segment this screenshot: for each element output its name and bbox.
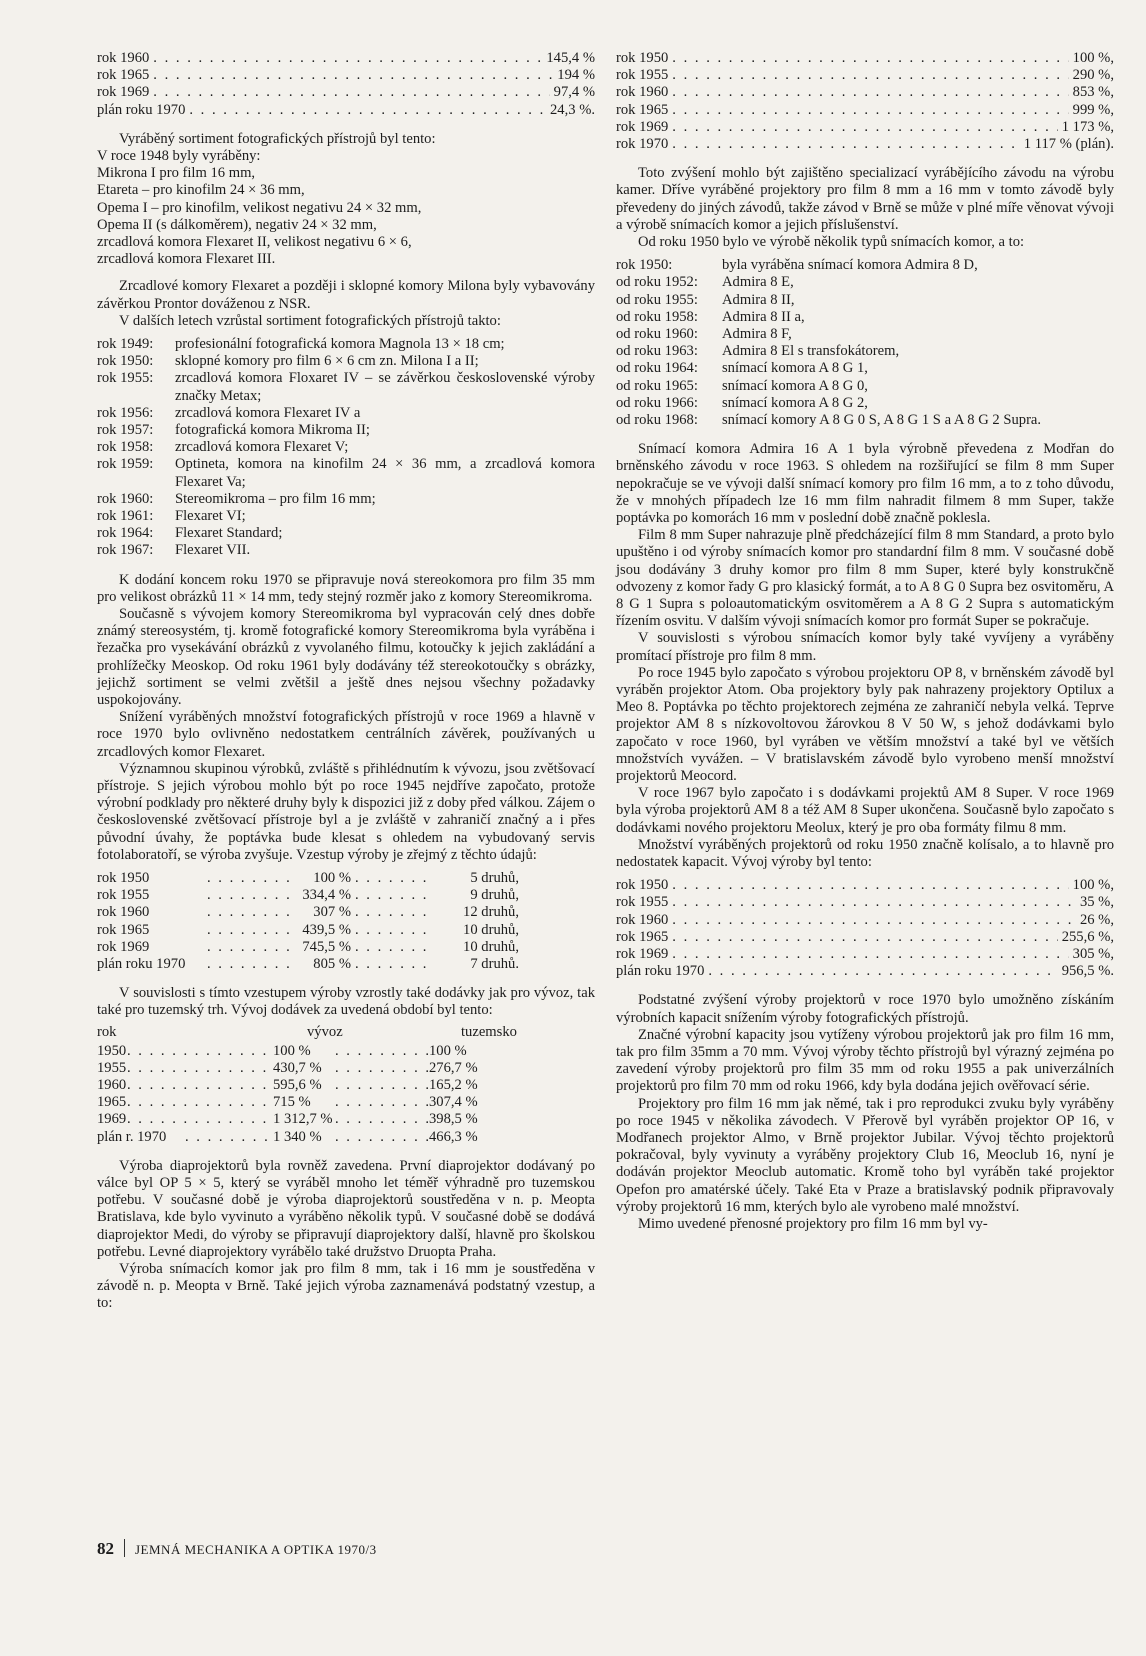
item-text: byla vyráběna snímací komora Admira 8 D, (722, 257, 978, 274)
table-row (97, 1111, 595, 1128)
row-domestic: 398,5 % (429, 1111, 478, 1128)
row-label: rok 1965 (97, 67, 150, 84)
leader-dots (335, 1060, 429, 1077)
row-year: 1965 (97, 1094, 127, 1111)
row-value: 255,6 %, (1061, 928, 1114, 945)
paragraph: Po roce 1945 bylo započato s výrobou projektoru OP 8, v brněnském závodě byl vyráběn projektor Atom. Oba projektory byly pak nahrazeny projektory Optilux a Meo 8. Poptávka po těchto projektorech zejména ze zahraničí nebyla velká. Teprve projektor AM 8 s nízkovoltovou žárovkou 8 V 50 W, s jehož dodávkami bylo započato v roce 1960, byl vyráben ve větším množství a také byl ve větších množstvích vyvážen. – V bratislavském závodě bylo vyrobeno menší množství projektorů Meocord. (616, 664, 1114, 785)
table-row (97, 84, 595, 101)
list-item (97, 456, 595, 490)
item-year: od roku 1955: (616, 291, 698, 308)
row-types: 5 druhů, (470, 870, 519, 887)
row-value: 1 173 %, (1061, 118, 1114, 135)
leader-dots (127, 1043, 273, 1060)
paragraph: Současně s vývojem komory Stereomikroma byl vypracován celý dnes dobře známý stereosystém, tj. kromě fotografické komory Stereomikroma byla vyráběna i řezačka pro vysekávání obrázků z vyvolaného filmu, kotoučky k jejich zakládání a prohlížečky Meoskop. Od roku 1961 byly dodávány též stereokotoučky s obrázky, jejichž sortiment se velmi zvětšil a ještě dnes nejsou všechny požadavky uspokojovány. (97, 606, 595, 709)
list-line: Opema I – pro kinofilm, velikost negativu 24 × 32 mm, (97, 199, 422, 216)
leader-dots (335, 1129, 429, 1146)
paragraph: Snížení vyráběných množství fotografických přístrojů v roce 1969 a hlavně v roce 1970 bylo ovlivněno nedostatkem centrálních závěrek, používaných u zrcadlových komor Flexaret. (97, 709, 595, 760)
table-row (616, 929, 1114, 946)
leader-dots (335, 1111, 429, 1128)
leader-dots (672, 894, 1076, 911)
row-percent: 334,4 % (302, 887, 351, 904)
deliveries-table (97, 1024, 595, 1146)
leader-dots (672, 50, 1068, 67)
list-item (616, 309, 1114, 326)
row-types: 10 druhů, (463, 921, 519, 938)
row-value: 1 117 % (plán). (1023, 135, 1114, 152)
row-label: rok 1969 (616, 946, 669, 962)
row-label: rok 1955 (616, 894, 669, 911)
leader-dots (672, 946, 1068, 963)
header-domestic: tuzemsko (461, 1023, 517, 1040)
leader-dots (335, 1077, 429, 1094)
table-row (97, 102, 595, 119)
product-list-1948 (97, 148, 595, 268)
list-item (616, 395, 1114, 412)
leader-dots (355, 887, 435, 904)
row-year: 1969 (97, 1111, 127, 1128)
paragraph: Zrcadlové komory Flexaret a později i sklopné komory Milona byly vybavovány závěrkou Prontor dováženou z NSR. (97, 278, 595, 312)
row-percent: 805 % (313, 956, 351, 973)
item-year: rok 1955: (97, 370, 154, 387)
item-year: rok 1949: (97, 335, 154, 352)
row-types: 10 druhů, (463, 938, 519, 955)
list-line: zrcadlová komora Flexaret II, velikost negativu 6 × 6, (97, 233, 412, 250)
list-item (616, 274, 1114, 291)
table-row (616, 877, 1114, 894)
deliveries-table-header (97, 1024, 595, 1043)
table-row (616, 912, 1114, 929)
paragraph: Mimo uvedené přenosné projektory pro film 16 mm byl vy- (638, 1216, 988, 1233)
item-year: rok 1967: (97, 542, 154, 559)
row-value: 145,4 % (546, 50, 595, 66)
row-value: 97,4 % (553, 84, 595, 101)
row-value: 305 %, (1072, 946, 1114, 962)
list-item (97, 405, 595, 422)
item-text: Admira 8 F, (722, 325, 792, 342)
list-item (97, 422, 595, 439)
table-row (97, 887, 595, 904)
paragraph: V dalších letech vzrůstal sortiment fotografických přístrojů takto: (119, 312, 501, 329)
row-value: 24,3 %. (550, 101, 595, 118)
enlarger-production-table (97, 870, 595, 973)
table-row (97, 922, 595, 939)
list-item (616, 257, 1114, 274)
page-number: 82 (97, 1539, 114, 1558)
list-item (97, 370, 595, 404)
row-value: 194 % (557, 67, 595, 84)
row-export: 1 340 % (273, 1128, 322, 1145)
leader-dots (335, 1043, 429, 1060)
row-export: 715 % (273, 1094, 311, 1111)
row-domestic: 307,4 % (429, 1094, 478, 1111)
item-year: rok 1958: (97, 439, 154, 456)
paragraph: Podstatné zvýšení výroby projektorů v roce 1970 bylo umožněno získáním výrobních kapacit snížením výroby fotografických přístrojů. (616, 992, 1114, 1026)
list-item (616, 360, 1114, 377)
row-value: 956,5 %. (1061, 963, 1114, 980)
leader-dots (153, 84, 549, 101)
item-year: od roku 1966: (616, 394, 698, 411)
row-label: rok 1970 (616, 135, 669, 152)
item-text: profesionální fotografická komora Magnola 13 × 18 cm; (175, 335, 505, 352)
leader-dots (153, 50, 542, 67)
leader-dots (185, 1129, 273, 1146)
journal-title: JEMNÁ MECHANIKA A OPTIKA 1970/3 (135, 1542, 377, 1557)
leader-dots (335, 1094, 429, 1111)
leader-dots (207, 956, 297, 973)
row-percent: 100 % (313, 870, 351, 887)
item-year: rok 1957: (97, 422, 154, 438)
leader-dots (672, 67, 1068, 84)
leader-dots (127, 1094, 273, 1111)
item-text: Stereomikroma – pro film 16 mm; (175, 490, 376, 507)
row-domestic: 100 % (429, 1042, 467, 1059)
list-item (616, 292, 1114, 309)
row-value: 290 %, (1072, 67, 1114, 84)
table-row (97, 67, 595, 84)
table-row (97, 1043, 595, 1060)
list-line: V roce 1948 byly vyráběny: (97, 147, 261, 164)
paragraph: Od roku 1950 bylo ve výrobě několik typů snímacích komor, a to: (638, 233, 1025, 250)
row-label: rok 1969 (616, 118, 669, 135)
list-item (97, 508, 595, 525)
table-row (97, 1077, 595, 1094)
row-value: 35 %, (1079, 894, 1114, 911)
leader-dots (672, 136, 1019, 153)
item-text: snímací komora A 8 G 0, (722, 377, 868, 394)
item-year: rok 1964: (97, 525, 154, 542)
paragraph: Toto zvýšení mohlo být zajištěno specializací vyrábějícího závodu na výrobu kamer. Dříve vyráběné projektory pro film 8 mm a 16 mm v tomto závodě byly převedeny do jiných závodů, takže závod v Brně se může v plné míře věnovat vývoji a výrobě snímacích komor a jejich příslušenství. (616, 165, 1114, 233)
leader-dots (355, 870, 435, 887)
leader-dots (127, 1077, 273, 1094)
leader-dots (207, 939, 297, 956)
table-row (97, 50, 595, 67)
item-year: od roku 1958: (616, 308, 698, 325)
row-label: plán roku 1970 (97, 956, 186, 973)
leader-dots (355, 904, 435, 921)
row-label: rok 1955 (97, 887, 150, 904)
row-export: 595,6 % (273, 1076, 322, 1093)
leader-dots (672, 929, 1057, 946)
paragraph: V souvislosti s tímto vzestupem výroby vzrostly také dodávky jak pro vývoz, tak také pro tuzemský trh. Vývoj dodávek za uvedená období byl tento: (97, 985, 595, 1019)
leader-dots (127, 1060, 273, 1077)
paragraph: Film 8 mm Super nahrazuje plně předcházející film 8 mm Standard, a proto bylo upuštěno i od výroby snímacích komor pro standardní film 8 mm. V současné době jsou dodávány 3 druhy komor pro film 8 mm Super, které byly konstrukčně odvozeny z komor řady G pro klasický formát, a to A 8 G 0 Supra bez osvitoměru, A 8 G 1 Supra s poloautomatickým osvitoměrem a A 8 G 2 Supra s automatickým řízením osvitu. V dalším vývoji snímacích komor pro formát Super se pokračuje. (616, 527, 1114, 630)
row-domestic: 466,3 % (429, 1128, 478, 1145)
page-footer (97, 1536, 377, 1559)
row-value: 26 %, (1079, 911, 1114, 928)
footer-divider (124, 1539, 125, 1557)
table-row (616, 894, 1114, 911)
leader-dots (153, 67, 553, 84)
list-item (616, 326, 1114, 343)
list-item (97, 491, 595, 508)
row-export: 1 312,7 % (273, 1111, 333, 1128)
row-percent: 745,5 % (302, 938, 351, 955)
table-row (616, 67, 1114, 84)
item-text: fotografická komora Mikroma II; (175, 422, 370, 438)
row-value: 999 %, (1072, 101, 1114, 118)
table-row (616, 946, 1114, 963)
item-text: Admira 8 II, (722, 291, 795, 308)
list-line: Etareta – pro kinofilm 24 × 36 mm, (97, 182, 305, 199)
item-text: Flexaret VII. (175, 542, 251, 559)
row-types: 7 druhů. (470, 956, 519, 973)
row-percent: 439,5 % (302, 921, 351, 938)
item-year: od roku 1968: (616, 411, 698, 428)
item-year: rok 1960: (97, 490, 154, 507)
camera-production-table (616, 50, 1114, 153)
list-item (97, 525, 595, 542)
table-row (97, 1129, 595, 1146)
leader-dots (207, 922, 297, 939)
leader-dots (355, 956, 435, 973)
right-column (616, 44, 1114, 1233)
row-label: rok 1960 (97, 50, 150, 66)
header-year: rok (97, 1023, 117, 1040)
row-label: rok 1950 (97, 870, 150, 887)
item-text: Admira 8 II a, (722, 308, 805, 325)
list-line: Mikrona I pro film 16 mm, (97, 165, 256, 182)
table-row (616, 50, 1114, 67)
item-year: rok 1959: (97, 456, 154, 473)
camera-types-list (616, 257, 1114, 429)
list-item (97, 353, 595, 370)
paragraph: Výroba diaprojektorů byla rovněž zavedena. První diaprojektor dodávaný po válce byl OP 5 × 5, který se vyráběl mnoho let téměř výhradně pro tuzemskou potřebu. V současné době je výroba diaprojektorů soustředěna v n. p. Meopta Bratislava, kde bylo vyvinuto a vyráběno několik typů. V současné době se dodává diaprojektor Medi, do výroby se připravují diaprojektory další, hlavně pro školskou potřebu. Levné diaprojektory vyrábělo také družstvo Druopta Praha. (97, 1157, 595, 1260)
row-domestic: 276,7 % (429, 1059, 478, 1076)
row-year: 1950 (97, 1042, 127, 1059)
leader-dots (127, 1111, 273, 1128)
item-text: snímací komora A 8 G 2, (722, 394, 868, 411)
row-export: 100 % (273, 1042, 311, 1059)
leader-dots (207, 870, 297, 887)
paragraph: Projektory pro film 16 mm jak němé, tak i pro reprodukci zvuku byly vyráběny po roce 1945 v několika závodech. V Přerově byl vyráběn projektor OP 16, v Modřanech projektor Almo, v Brně projektor Jubilar. Vývoj těchto projektorů pokračoval, byly vyvinuty a vyráběny projektory Club 16, Meoclub 16, nyní je dodáván projektor Meoclub automatic. Kromě toho byl vyráběn také projektor Opefon pro amatérské účely. Také Eta v Praze a bratislavský podnik připravovaly výroby projektorů 16 mm, kterých bylo ale vyrobeno malé množství. (616, 1095, 1114, 1215)
header-export: vývoz (307, 1023, 343, 1040)
list-item (97, 439, 595, 456)
list-line: zrcadlová komora Flexaret III. (97, 251, 276, 268)
table-row (616, 84, 1114, 101)
row-label: rok 1960 (616, 84, 669, 101)
row-label: plán roku 1970 (97, 101, 186, 118)
table-row (97, 956, 595, 973)
leader-dots (207, 887, 297, 904)
item-text: zrcadlová komora Flexaret IV a (175, 404, 361, 421)
table-row (616, 119, 1114, 136)
table-row (97, 870, 595, 887)
leader-dots (207, 904, 297, 921)
assortment-list (97, 336, 595, 560)
item-text: Flexaret Standard; (175, 525, 283, 542)
row-label: rok 1960 (616, 911, 669, 928)
table-row (97, 1060, 595, 1077)
item-year: rok 1950: (616, 257, 673, 274)
row-label: rok 1965 (97, 921, 150, 938)
row-label: rok 1950 (616, 50, 669, 66)
item-text: sklopné komory pro film 6 × 6 cm zn. Milona I a II; (175, 353, 479, 370)
row-year: 1955 (97, 1059, 127, 1076)
paragraph: Množství vyráběných projektorů od roku 1950 značně kolísalo, a to hlavně pro nedostatek kapacit. Vývoj výroby byl tento: (616, 836, 1114, 871)
leader-dots (189, 102, 546, 119)
leader-dots (672, 119, 1057, 136)
item-text: snímací komory A 8 G 0 S, A 8 G 1 S a A 8 G 2 Supra. (722, 411, 1042, 428)
row-label: plán roku 1970 (616, 963, 705, 980)
item-year: rok 1950: (97, 353, 154, 370)
item-year: od roku 1964: (616, 360, 698, 377)
leader-dots (672, 84, 1068, 101)
list-line: Opema II (s dálkoměrem), negativ 24 × 32 mm, (97, 216, 377, 233)
table-row (97, 1094, 595, 1111)
paragraph: V souvislosti s výrobou snímacích komor byly také vyvíjeny a vyráběny promítací přístroje pro film 8 mm. (616, 630, 1114, 664)
table-row (97, 939, 595, 956)
leader-dots (672, 102, 1068, 119)
table-row (616, 102, 1114, 119)
leader-dots (355, 922, 435, 939)
row-year: 1960 (97, 1076, 127, 1093)
item-year: od roku 1960: (616, 325, 698, 342)
list-item (97, 336, 595, 353)
paragraph: V roce 1967 bylo započato i s dodávkami projektů AM 8 Super. V roce 1969 byla výroba projektorů AM 8 a též AM 8 Super ukončena. Současně bylo započato s dodávkami nového projektoru Meolux, který je pro oba formáty filmu 8 mm. (616, 785, 1114, 836)
item-text: Admira 8 E, (722, 274, 794, 291)
table-row (616, 136, 1114, 153)
row-label: rok 1960 (97, 904, 150, 921)
item-text: Flexaret VI; (175, 508, 246, 525)
item-text: zrcadlová komora Floxaret IV – se závěrkou československé výroby značky Metax; (175, 370, 595, 404)
row-label: rok 1969 (97, 938, 150, 955)
leader-dots (672, 912, 1076, 929)
table-row (616, 963, 1114, 980)
item-year: od roku 1963: (616, 343, 698, 360)
row-value: 100 %, (1072, 877, 1114, 894)
row-percent: 307 % (313, 904, 351, 921)
paragraph: Značné výrobní kapacity jsou vytíženy výrobou projektorů jak pro film 16 mm, tak pro film 35mm a 70 mm. Vývoj výroby těchto přístrojů byl výrazný zejména po zavedení výroby projektorů pro film 35 mm od roku 1955 a pak univerzálních projektorů pro film 70 mm od roku 1966, kdy byla dodána jejich ověřovací série. (616, 1026, 1114, 1095)
paragraph: Vyráběný sortiment fotografických přístrojů byl tento: (119, 130, 436, 147)
item-text: Admira 8 El s transfokátorem, (722, 343, 900, 360)
row-label: rok 1950 (616, 877, 669, 894)
production-table-cameras (97, 50, 595, 119)
leader-dots (708, 963, 1057, 980)
item-text: Optineta, komora na kinofilm 24 × 36 mm, a zrcadlová komora Flexaret Va; (175, 456, 595, 490)
item-year: od roku 1952: (616, 274, 698, 291)
list-item (97, 542, 595, 559)
list-item (616, 412, 1114, 429)
paragraph: Snímací komora Admira 16 A 1 byla výrobně převedena z Modřan do brněnského závodu v roce 1963. S ohledem na rozšiřující se film 8 mm Super nepokračuje se ve vývoji další snímací komory pro film 16 mm, a to z toho důvodu, že v mnohých případech lze 16 mm film nahradit filmem 8 mm Super, takže poptávka po komorách 16 mm v poslední době značně poklesla. (616, 441, 1114, 526)
left-column (97, 44, 595, 1313)
item-text: zrcadlová komora Flexaret V; (175, 439, 349, 456)
leader-dots (672, 877, 1068, 894)
row-domestic: 165,2 % (429, 1076, 478, 1093)
row-label: rok 1965 (616, 928, 669, 945)
list-item (616, 378, 1114, 395)
row-year: plán r. 1970 (97, 1128, 167, 1145)
row-value: 853 %, (1072, 84, 1114, 101)
item-year: rok 1956: (97, 404, 154, 421)
row-label: rok 1965 (616, 101, 669, 118)
projector-production-table (616, 877, 1114, 980)
row-value: 100 %, (1072, 50, 1114, 66)
paragraph: Významnou skupinou výrobků, zvláště s přihlédnutím k vývozu, jsou zvětšovací přístroje. S jejich výrobou mohlo být po roce 1945 nejdříve započato, protože výrobní podklady pro některé druhy byly k dispozici již z doby před válkou. Zájem o československé zvětšovací přístroje byl a je zvláště v zahraničí značný a i přes původní úvahy, že poptávka bude klesat s ohledem na vybudovaný servis fotolaboratoří, se výroba zvyšuje. Vzestup výroby je zřejmý z těchto údajů: (97, 760, 595, 863)
leader-dots (355, 939, 435, 956)
table-row (97, 904, 595, 921)
row-types: 9 druhů, (470, 887, 519, 904)
paragraph: Výroba snímacích komor jak pro film 8 mm, tak i 16 mm je soustředěna v závodě n. p. Meopta v Brně. Také jejich výroba zaznamenává podstatný vzestup, a to: (97, 1260, 595, 1312)
row-label: rok 1955 (616, 67, 669, 84)
paragraph: K dodání koncem roku 1970 se připravuje nová stereokomora pro film 35 mm pro velikost obrázků 11 × 14 mm, tedy stejný rozměr jako z komory Stereomikroma. (97, 571, 595, 605)
row-export: 430,7 % (273, 1059, 322, 1076)
list-item (616, 343, 1114, 360)
item-year: rok 1961: (97, 508, 154, 525)
item-year: od roku 1965: (616, 377, 698, 394)
row-types: 12 druhů, (463, 904, 519, 921)
item-text: snímací komora A 8 G 1, (722, 360, 868, 377)
row-label: rok 1969 (97, 84, 150, 101)
